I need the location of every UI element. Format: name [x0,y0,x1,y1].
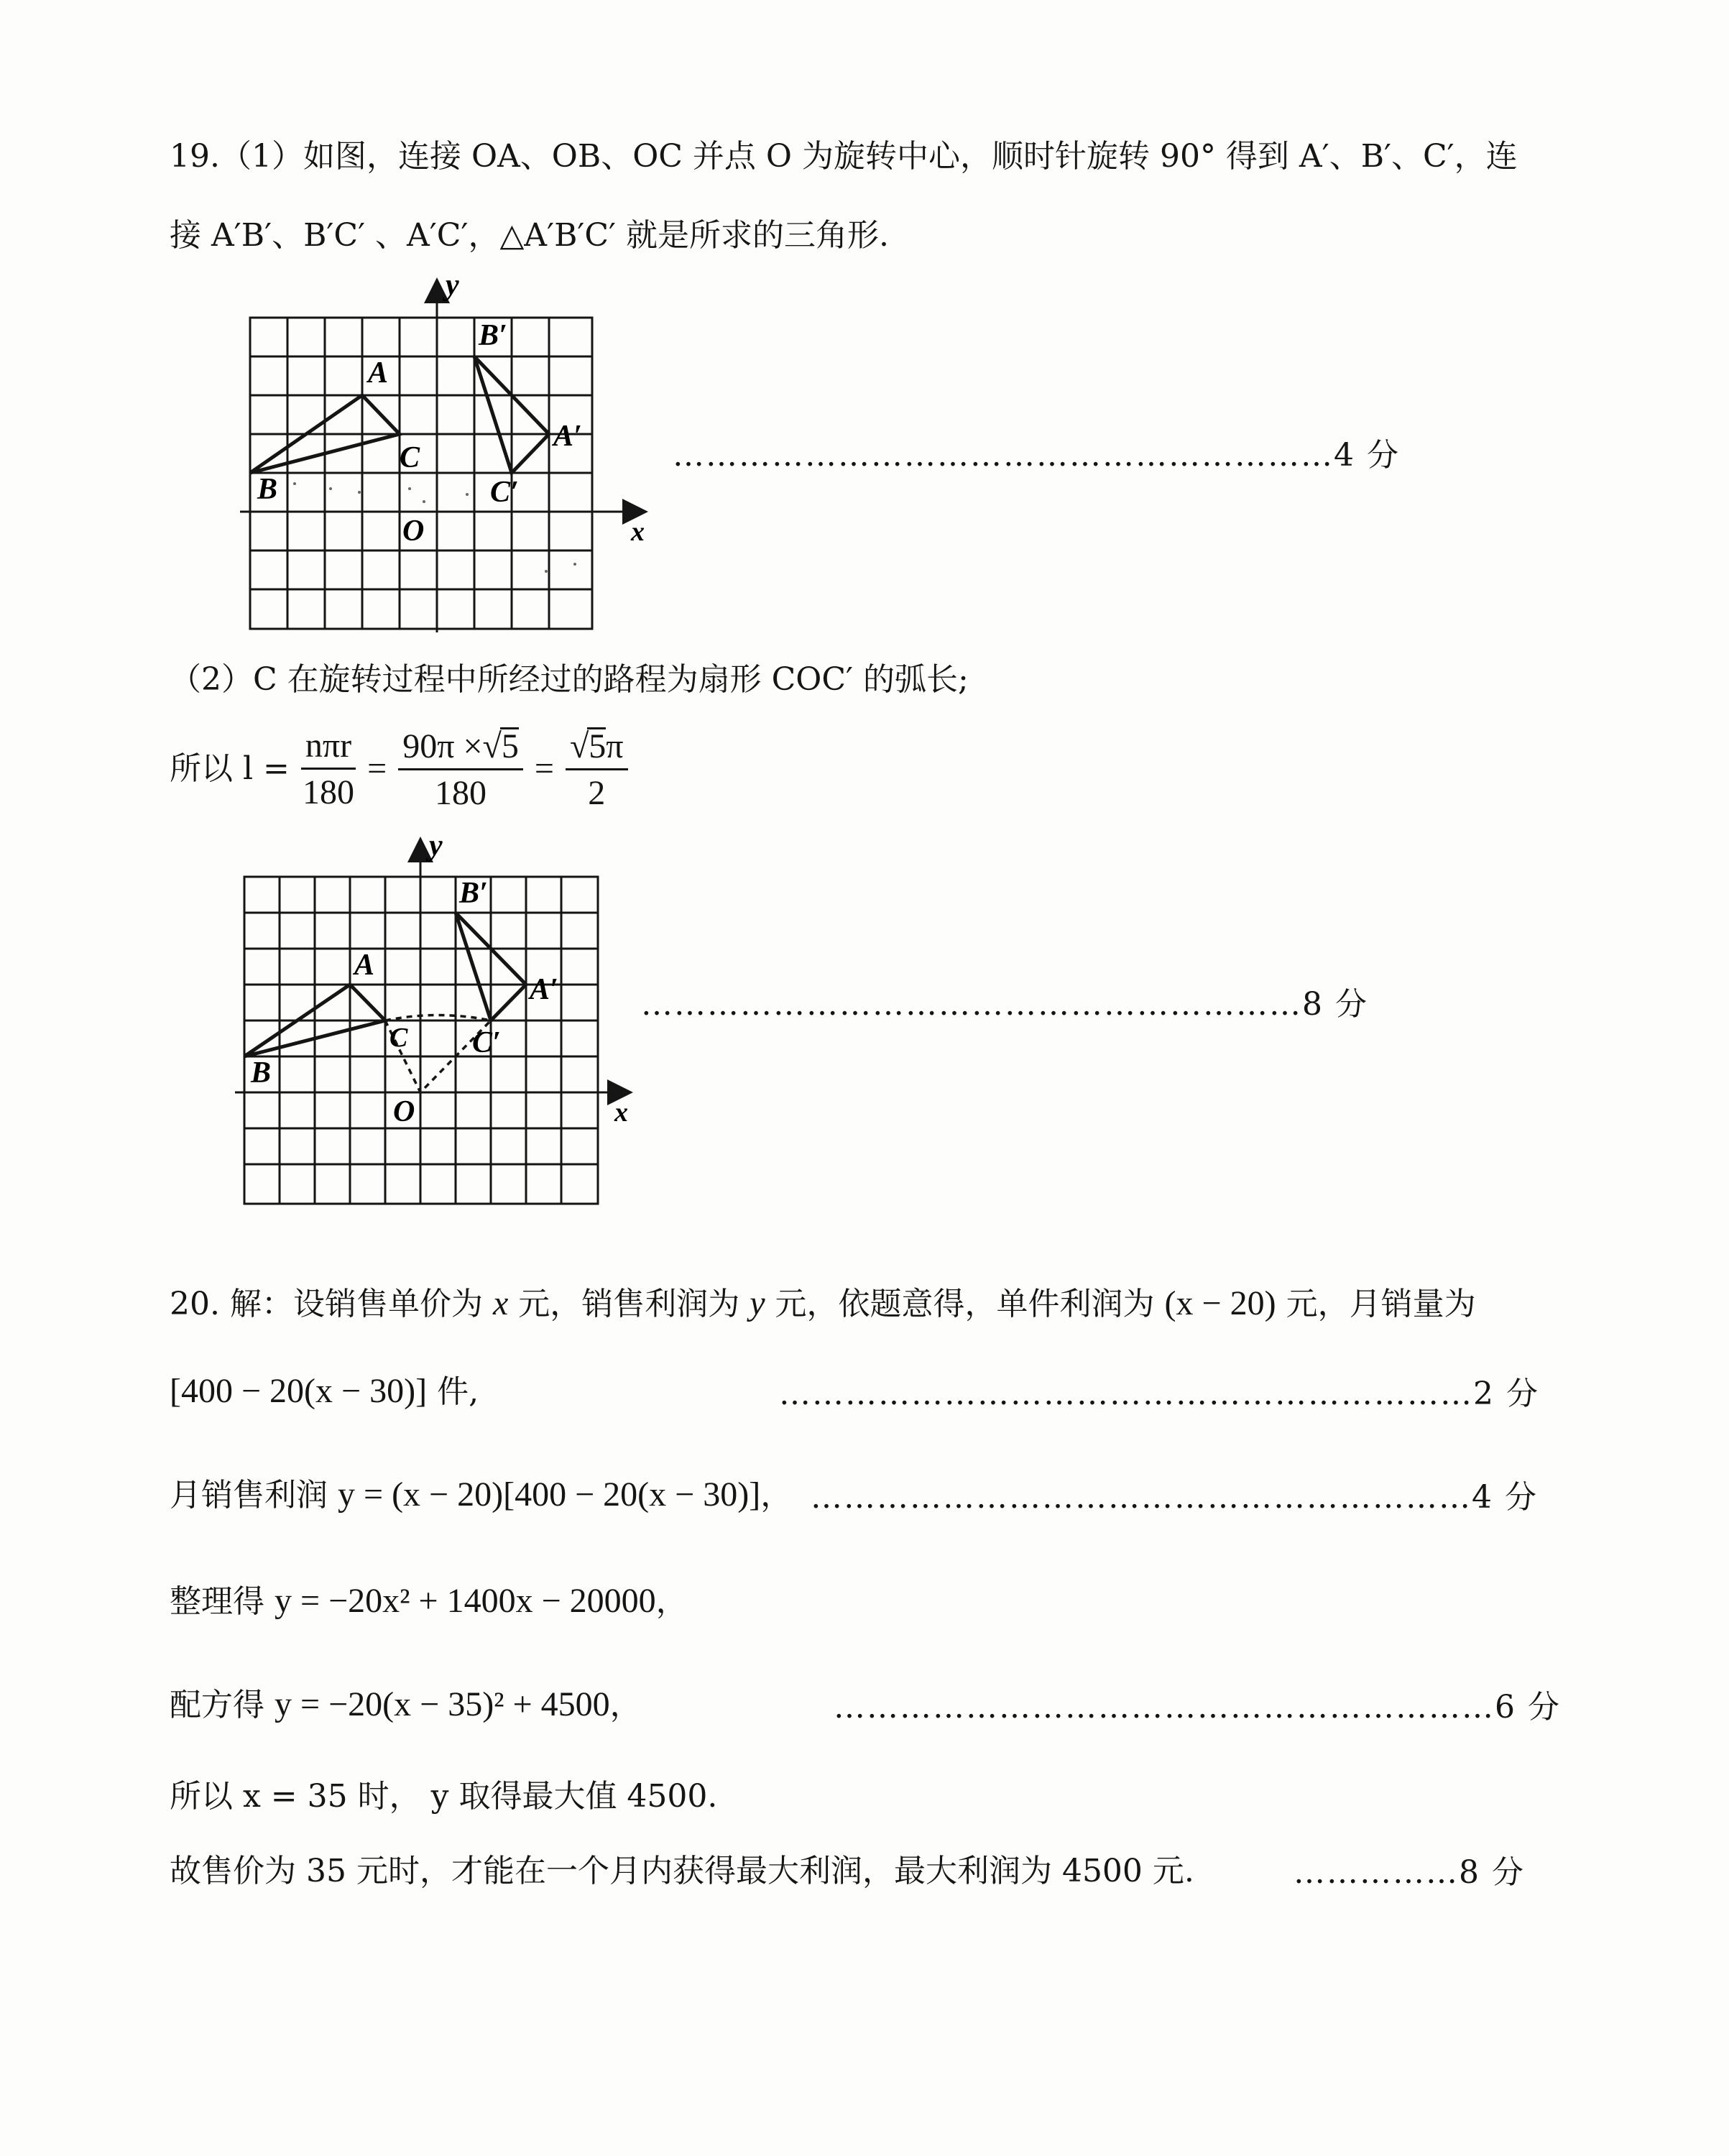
q20-line5 [170,1687,642,1722]
q19-figure-1 [237,269,645,640]
q20-line3-end: ， [760,1477,793,1514]
label-b-prime: B′ [479,319,507,352]
q19-part1-line2: 接 A′B′、B′C′ 、A′C′，△A′B′C′ 就是所求的三角形. [170,217,890,254]
q20-line5-end: ， [609,1687,642,1723]
q20-line2 [170,1374,479,1409]
label-b: B [251,1056,272,1089]
label-x: x [614,1097,628,1128]
q19-part1-line1: 19.（1）如图，连接 OA、OB、OC 并点 O 为旋转中心，顺时针旋转 90° 得到 A′、B′、C′，连 [170,138,1518,175]
label-o: O [393,1095,415,1128]
fraction-2 [398,727,523,811]
q20-line4-text: 整理得 [170,1583,275,1620]
q20-line5-text: 配方得 [170,1687,275,1723]
label-y: y [429,829,443,862]
label-x: x [631,517,645,547]
fraction-1-numerator: nπr [301,729,356,770]
q20-score-6: ……………………………………………………6 分 [834,1689,1561,1726]
fraction-3-numerator [566,727,628,770]
q20-line7: 故售价为 35 元时，才能在一个月内获得最大利润，最大利润为 4500 元. [170,1853,1194,1889]
label-b-prime: B′ [459,877,488,910]
label-c: C [400,441,420,474]
q19-part2-line: （2）C 在旋转过程中所经过的路程为扇形 COC′ 的弧长; [170,661,969,698]
equals-2: = [534,750,554,788]
fraction-2-numerator-text: 90π × [402,727,483,765]
q20-line1-d: 元，月销量为 [1276,1286,1476,1322]
label-a-prime: A′ [553,420,582,453]
q20-line1 [170,1286,1476,1321]
q20-line4-end: ， [655,1583,688,1620]
label-c-prime: C′ [490,476,519,509]
q19-score-8: ……………………………………………………8 分 [641,986,1368,1023]
fraction-1-denominator: 180 [303,773,355,811]
fraction-2-radicand: 5 [501,727,519,765]
sqrt-sign: √ [482,727,502,765]
fraction-2-denominator: 180 [435,774,487,812]
grid-lines [250,318,592,629]
fraction-3-pi: π [606,727,624,765]
faint-dots [293,482,576,573]
label-c-prime: C′ [472,1026,501,1059]
q20-score-4: ……………………………………………………4 分 [811,1479,1538,1516]
label-a: A [354,949,375,982]
q20-score-8: ……………8 分 [1294,1854,1525,1891]
fraction-1 [301,726,356,811]
q20-profit-function: y = (x − 20)[400 − 20(x − 30)] [338,1475,761,1514]
label-a-prime: A′ [530,973,558,1006]
q20-score-2: ………………………………………………………2 分 [779,1376,1539,1412]
q19-formula [170,727,631,811]
fraction-3 [566,727,628,811]
label-c: C [389,1023,408,1053]
label-a: A [368,356,389,390]
q20-line3-text: 月销售利润 [170,1477,338,1514]
q20-line4 [170,1584,688,1618]
q20-line6: 所以 x = 35 时， y 取得最大值 4500. [170,1778,718,1815]
q20-vertex-form: y = −20(x − 35)² + 4500 [275,1685,610,1723]
q20-line1-a: 20. 解：设销售单价为 [170,1286,493,1322]
fraction-2-numerator [398,727,523,770]
q20-var-x: x [492,1284,509,1322]
label-o: O [402,515,425,548]
q20-unit-profit-expr: (x − 20) [1164,1284,1276,1322]
q20-line3 [170,1475,793,1514]
fraction-3-radicand: 5 [589,727,607,765]
formula-prefix: 所以 l = [170,750,290,787]
label-y: y [446,269,459,302]
fraction-3-denominator: 2 [588,774,606,812]
q20-line1-c: 元，依题意得，单件利润为 [765,1286,1165,1322]
sqrt-sign: √ [569,727,589,765]
q19-figure-2 [234,829,636,1171]
q20-var-y: y [750,1284,765,1322]
q20-sales-volume-expr: [400 − 20(x − 30)] [170,1372,428,1410]
q20-expanded-function: y = −20x² + 1400x − 20000 [275,1582,656,1620]
label-b: B [257,473,278,506]
q20-line2-text: 件, [427,1373,479,1410]
q19-score-4: ……………………………………………………4 分 [673,437,1400,474]
q20-line1-b: 元，销售利润为 [508,1286,750,1322]
equals-1: = [367,750,387,788]
